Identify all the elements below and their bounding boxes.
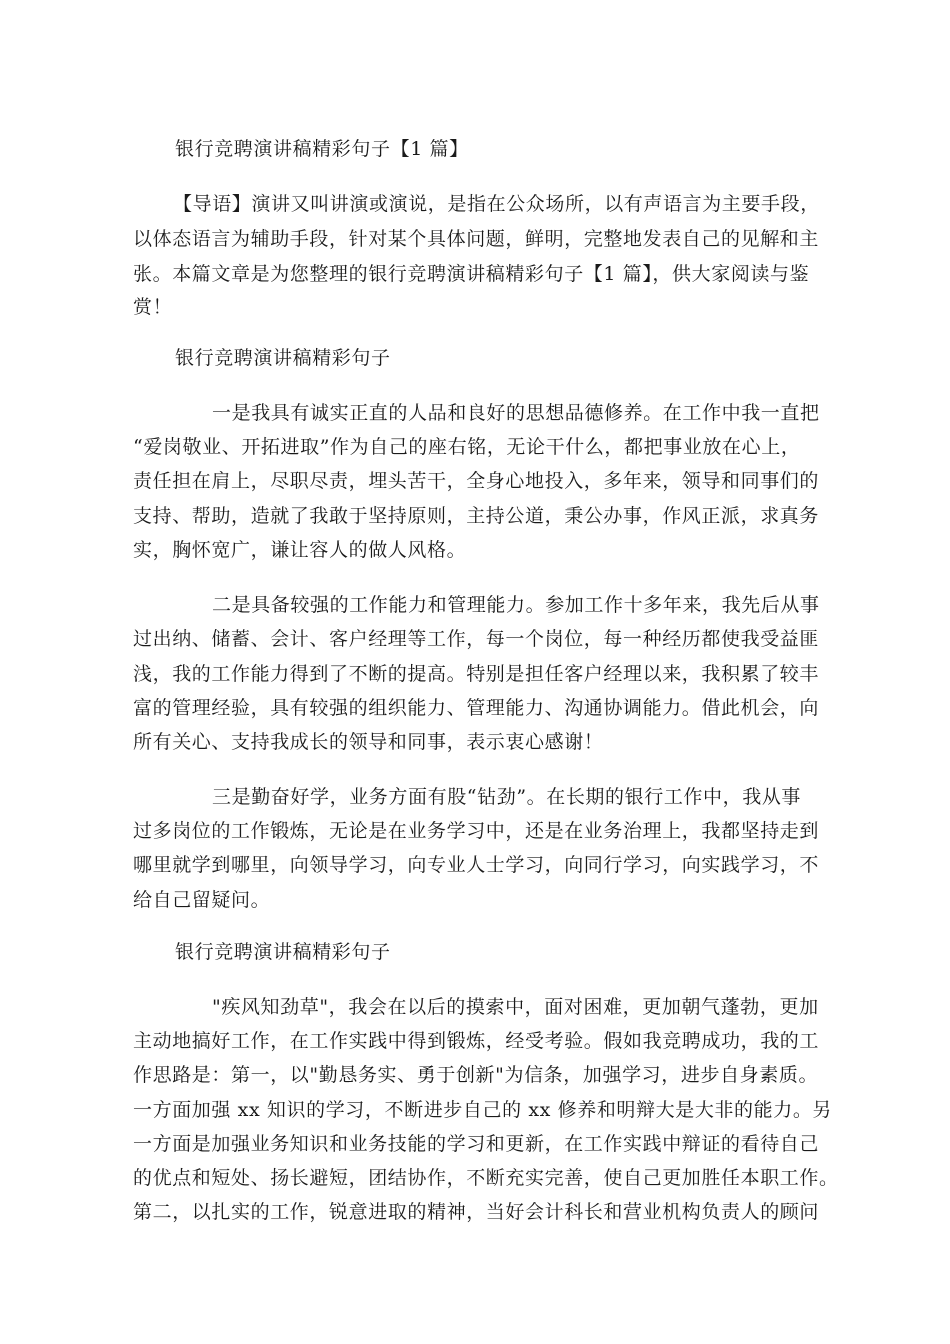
paragraph-line: 作思路是：第一，以"勤恳务实、勇于创新"为信条，加强学习，进步自身素质。 <box>133 1064 819 1086</box>
section-heading: 银行竞聘演讲稿精彩句子 <box>175 347 391 369</box>
paragraph-line: 富的管理经验，具有较强的组织能力、管理能力、沟通协调能力。借此机会，向 <box>133 697 820 719</box>
paragraph-line: 责任担在肩上，尽职尽责，埋头苦干，全身心地投入，多年来，领导和同事们的 <box>133 470 820 492</box>
paragraph-line: 一方面是加强业务知识和业务技能的学习和更新，在工作实践中辩证的看待自己 <box>133 1133 820 1155</box>
paragraph-line: 一是我具有诚实正直的人品和良好的思想品德修养。在工作中我一直把 <box>212 402 820 424</box>
paragraph-line: 实，胸怀宽广，谦让容人的做人风格。 <box>133 539 467 561</box>
paragraph-line: 的优点和短处、扬长避短，团结协作，不断充实完善，使自己更加胜任本职工作。 <box>133 1167 839 1189</box>
paragraph-line: 哪里就学到哪里，向领导学习，向专业人士学习，向同行学习，向实践学习，不 <box>133 854 820 876</box>
intro-line: 以体态语言为辅助手段，针对某个具体问题，鲜明，完整地发表自己的见解和主 <box>133 228 820 250</box>
paragraph-line: 支持、帮助，造就了我敢于坚持原则，主持公道，秉公办事，作风正派，求真务 <box>133 505 820 527</box>
paragraph-line: 一方面加强 xx 知识的学习，不断进步自己的 xx 修养和明辩大是大非的能力。另 <box>133 1099 833 1121</box>
paragraph-line: 第二，以扎实的工作，锐意进取的精神，当好会计科长和营业机构负责人的顾问 <box>133 1201 820 1223</box>
section-heading: 银行竞聘演讲稿精彩句子 <box>175 941 391 963</box>
paragraph-line: “爱岗敬业、开拓进取”作为自己的座右铭，无论干什么，都把事业放在心上， <box>133 436 801 458</box>
paragraph-line: 二是具备较强的工作能力和管理能力。参加工作十多年来，我先后从事 <box>212 594 820 616</box>
paragraph-line: 过出纳、储蓄、会计、客户经理等工作，每一个岗位，每一种经历都使我受益匪 <box>133 628 820 650</box>
intro-line: 赏！ <box>133 296 173 318</box>
paragraph-line: 过多岗位的工作锻炼，无论是在业务学习中，还是在业务治理上，我都坚持走到 <box>133 820 820 842</box>
paragraph-line: 给自己留疑问。 <box>133 889 271 911</box>
intro-line: 张。本篇文章是为您整理的银行竞聘演讲稿精彩句子【1 篇】，供大家阅读与鉴 <box>133 263 810 285</box>
paragraph-line: 浅，我的工作能力得到了不断的提高。特别是担任客户经理以来，我积累了较丰 <box>133 663 820 685</box>
paragraph-line: 三是勤奋好学，业务方面有股“钻劲”。在长期的银行工作中，我从事 <box>212 786 802 808</box>
document-title: 银行竞聘演讲稿精彩句子【1 篇】 <box>175 138 469 160</box>
paragraph-line: 所有关心、支持我成长的领导和同事，表示衷心感谢！ <box>133 731 604 753</box>
intro-line: 【导语】演讲又叫讲演或演说，是指在公众场所，以有声语言为主要手段， <box>173 193 820 215</box>
paragraph-line: 主动地搞好工作，在工作实践中得到锻炼，经受考验。假如我竞聘成功，我的工 <box>133 1030 820 1052</box>
paragraph-line: "疾风知劲草"，我会在以后的摸索中，面对困难，更加朝气蓬勃，更加 <box>212 996 819 1018</box>
